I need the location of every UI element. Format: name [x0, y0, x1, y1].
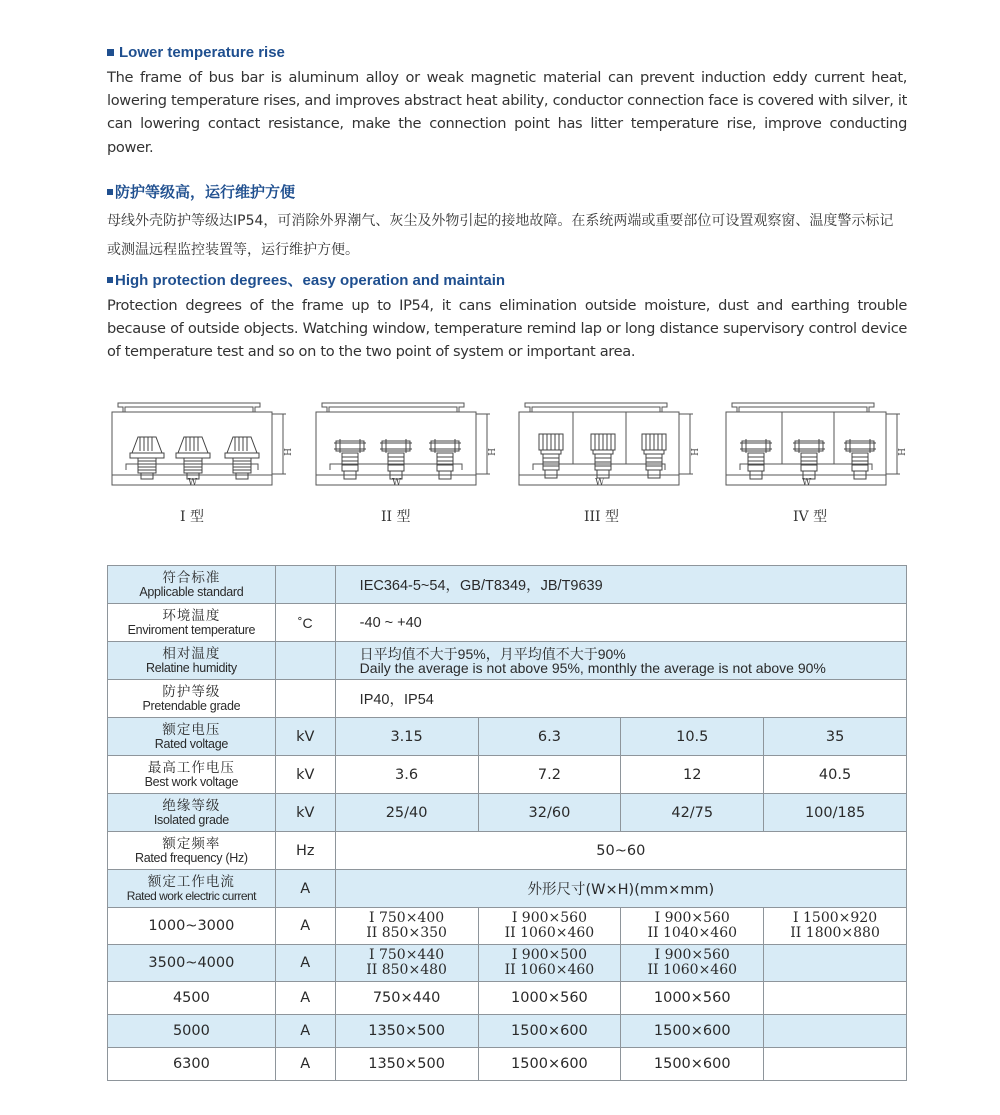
dimension-cell: I 1500×920 II 1800×880	[764, 908, 907, 945]
table-row-current-3500-4000	[108, 945, 907, 982]
section-heading: Lower temperature rise	[107, 43, 907, 63]
param-label: 最高工作电压 Best work voltage	[108, 756, 276, 794]
value-cell: 3.15	[335, 718, 478, 756]
param-label: 符合标准 Applicable standard	[108, 566, 276, 604]
dimension-cell: 1350×500	[335, 1048, 478, 1081]
table-row-environment-temperature	[108, 604, 907, 642]
value-cell: 3.6	[335, 756, 478, 794]
unit-cell: A	[275, 870, 335, 908]
value-cell: 6.3	[478, 718, 621, 756]
dim-w-label: W	[392, 478, 402, 488]
table-row-isolated-grade	[108, 794, 907, 832]
dimension-cell: 1500×600	[478, 1048, 621, 1081]
value-cell: 25/40	[335, 794, 478, 832]
dimension-cell: 1350×500	[335, 1015, 478, 1048]
table-row-relative-humidity	[108, 642, 907, 680]
value-cell: 40.5	[764, 756, 907, 794]
dimension-cell-empty	[764, 1015, 907, 1048]
dimension-cell-empty	[764, 945, 907, 982]
section-heading: High protection degrees、easy operation and maintain	[107, 271, 907, 291]
value-cell: 100/185	[764, 794, 907, 832]
dimension-cell: 1000×560	[478, 982, 621, 1015]
current-cell: 1000~3000	[108, 908, 276, 945]
bullet-square-icon	[107, 277, 113, 283]
unit-cell: A	[275, 982, 335, 1015]
dimension-cell: 1500×600	[621, 1048, 764, 1081]
diagram-label-type-1: I 型	[180, 509, 204, 525]
section-heading: 防护等级高，运行维护方便	[107, 183, 907, 203]
param-label: 防护等级 Pretendable grade	[108, 680, 276, 718]
unit-cell	[275, 642, 335, 680]
value-cell: 42/75	[621, 794, 764, 832]
current-cell: 6300	[108, 1048, 276, 1081]
dimension-cell: I 900×560 II 1040×460	[621, 908, 764, 945]
current-cell: 4500	[108, 982, 276, 1015]
param-label: 环境温度 Enviroment temperature	[108, 604, 276, 642]
dim-h-label: H	[688, 448, 698, 456]
param-label: 绝缘等级 Isolated grade	[108, 794, 276, 832]
diagram-label-type-3: III 型	[584, 509, 620, 525]
dimension-cell-empty	[764, 1048, 907, 1081]
diagram-type-3	[515, 400, 705, 495]
busbar-cross-section-type-2	[312, 400, 502, 495]
table-row-current-5000	[108, 1015, 907, 1048]
dimension-cell: 1500×600	[478, 1015, 621, 1048]
value-cell: 10.5	[621, 718, 764, 756]
section-protection-cn	[107, 183, 907, 265]
dimension-cell: I 900×500 II 1060×460	[478, 945, 621, 982]
table-row-rated-voltage	[108, 718, 907, 756]
table-row-rated-current-header	[108, 870, 907, 908]
value-cell: 32/60	[478, 794, 621, 832]
diagram-type-1	[108, 400, 298, 495]
table-row-applicable-standard	[108, 566, 907, 604]
bullet-square-icon	[107, 189, 113, 195]
unit-cell: Hz	[275, 832, 335, 870]
param-label: 额定频率 Rated frequency (Hz)	[108, 832, 276, 870]
table-row-rated-frequency	[108, 832, 907, 870]
current-cell: 3500~4000	[108, 945, 276, 982]
dim-h-label: H	[895, 448, 905, 456]
dimension-cell: I 900×560 II 1060×460	[621, 945, 764, 982]
diagram-type-2	[312, 400, 502, 495]
value-cell: 35	[764, 718, 907, 756]
dimension-header: 外形尺寸(W×H)(mm×mm)	[335, 870, 906, 908]
value-cell: 50~60	[335, 832, 906, 870]
bullet-square-icon	[107, 49, 114, 56]
section-body: The frame of bus bar is aluminum alloy or weak magnetic material can prevent induction eddy current heat, lowering temperature rises, and improves abstract heat ability, conductor connection face is covered with silver, it can lowering contact resistance, make the connection point has litter temperature rise, improve conducting power.	[107, 69, 907, 156]
dimension-cell: 1000×560	[621, 982, 764, 1015]
dimension-cell: I 750×400 II 850×350	[335, 908, 478, 945]
dimension-cell: I 750×440 II 850×480	[335, 945, 478, 982]
unit-cell	[275, 680, 335, 718]
unit-cell: A	[275, 1048, 335, 1081]
value-cell: 7.2	[478, 756, 621, 794]
unit-cell: ˚C	[275, 604, 335, 642]
current-cell: 5000	[108, 1015, 276, 1048]
value-cell: 日平均值不大于95%，月平均值不大于90% Daily the average is not above 95%, monthly the average is not above 90%	[335, 642, 906, 680]
unit-cell: A	[275, 945, 335, 982]
diagram-label-type-2: II 型	[381, 509, 411, 525]
busbar-cross-section-type-4	[722, 400, 912, 495]
spec-table	[107, 565, 907, 1081]
dimension-cell: 1500×600	[621, 1015, 764, 1048]
section-lower-temperature-rise	[107, 43, 907, 159]
unit-cell: kV	[275, 718, 335, 756]
section-body: Protection degrees of the frame up to IP54, it cans elimination outside moisture, dust and earthing trouble because of outside objects. Watching window, temperature remind lap or long distance supervisory control device of temperature test and so on to the two point of system or important area.	[107, 297, 907, 361]
dim-h-label: H	[485, 448, 495, 456]
section-body: 母线外壳防护等级达IP54，可消除外界潮气、灰尘及外物引起的接地故障。在系统两端或重要部位可设置观察窗、温度警示标记或测温远程监控装置等，运行维护方便。	[107, 213, 894, 258]
dim-w-label: W	[188, 478, 198, 488]
table-row-protection-grade	[108, 680, 907, 718]
table-row-current-6300	[108, 1048, 907, 1081]
busbar-cross-section-type-3	[515, 400, 705, 495]
unit-cell: kV	[275, 794, 335, 832]
table-row-best-work-voltage	[108, 756, 907, 794]
unit-cell	[275, 566, 335, 604]
unit-cell: kV	[275, 756, 335, 794]
busbar-cross-section-type-1	[108, 400, 298, 495]
param-label: 额定电压 Rated voltage	[108, 718, 276, 756]
section-high-protection	[107, 271, 907, 364]
dimension-cell-empty	[764, 982, 907, 1015]
dim-h-label: H	[281, 448, 291, 456]
value-cell: IEC364-5~54，GB/T8349，JB/T9639	[335, 566, 906, 604]
param-label: 相对温度 Relatine humidity	[108, 642, 276, 680]
param-label: 额定工作电流 Rated work electric current	[108, 870, 276, 908]
table-row-current-1000-3000	[108, 908, 907, 945]
dimension-cell: 750×440	[335, 982, 478, 1015]
value-cell: IP40，IP54	[335, 680, 906, 718]
dimension-cell: I 900×560 II 1060×460	[478, 908, 621, 945]
dim-w-label: W	[595, 478, 605, 488]
table-row-current-4500	[108, 982, 907, 1015]
unit-cell: A	[275, 908, 335, 945]
value-cell: -40 ~ +40	[335, 604, 906, 642]
dim-w-label: W	[802, 478, 812, 488]
diagram-type-4	[722, 400, 912, 495]
value-cell: 12	[621, 756, 764, 794]
diagram-label-type-4: IV 型	[793, 509, 828, 525]
unit-cell: A	[275, 1015, 335, 1048]
